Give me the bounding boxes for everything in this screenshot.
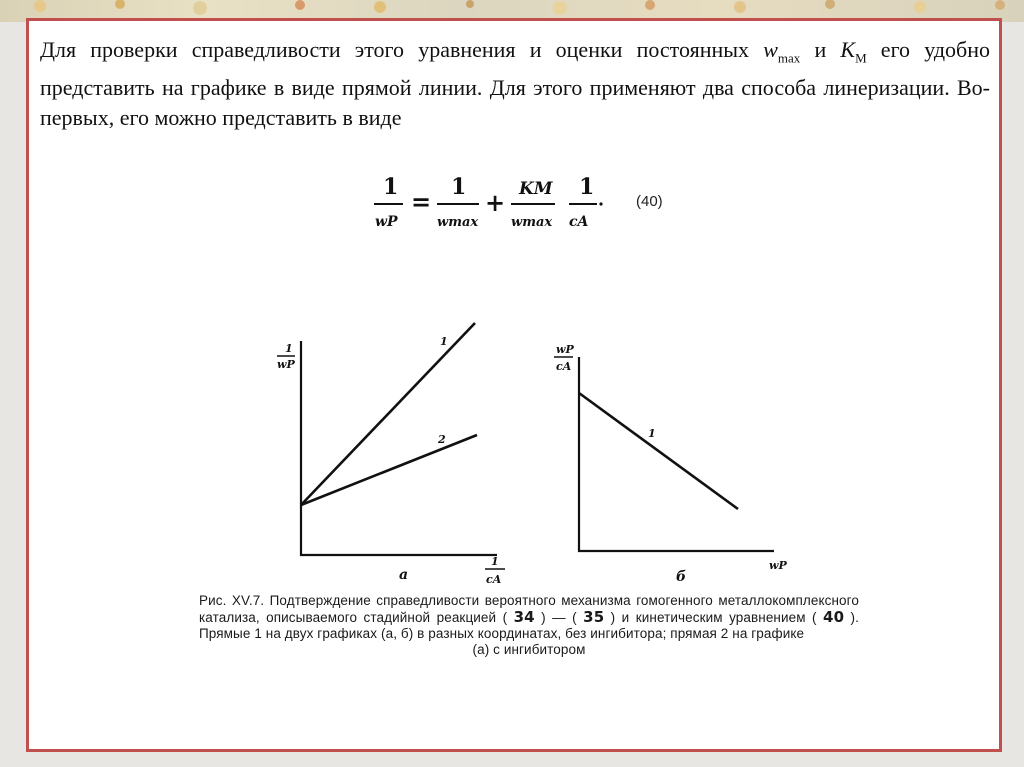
paragraph-text-2: и — [800, 37, 841, 62]
caption-text-3: ) и кинетическим уравнением ( — [604, 610, 824, 625]
w-subscript: max — [777, 50, 801, 66]
plot-a-xlabel-num: 1 — [491, 555, 499, 568]
plot-b-xlabel: wP — [769, 559, 787, 572]
plot-a-axes — [301, 341, 497, 555]
equation-40 — [369, 164, 629, 244]
caption-ref-40: 40 — [823, 608, 845, 626]
plot-b-panel-letter: б — [676, 569, 687, 585]
frac1-num: 1 — [383, 174, 399, 200]
intro-paragraph — [40, 35, 990, 133]
paragraph-text-1: Для проверки справедливости этого уравнения и оценки постоянных — [40, 37, 764, 62]
figure-plots — [229, 301, 789, 601]
slide — [26, 18, 1002, 752]
caption-text-4: ). Прямые 1 на двух графиках (а, б) в разных координатах, без ингибитора; прямая 2 на графике — [199, 610, 859, 641]
frac4-den: cA — [569, 214, 589, 230]
plot-a-line-label-2: 2 — [438, 433, 446, 446]
frac2-den: wmax — [437, 215, 479, 230]
caption-text-1: Рис. XV.7. Подтверждение справедливости вероятного механизма гомогенного металлокомплексного катализа, описываемого стадийной реакцией ( — [199, 593, 859, 625]
plot-b-ylabel-num: wP — [556, 343, 574, 356]
k-symbol: K — [840, 37, 856, 62]
plus-sign: + — [485, 188, 506, 217]
plot-b-line-label-1: 1 — [648, 427, 656, 440]
plot-b-axes — [579, 357, 774, 551]
caption-text-2: ) — ( — [534, 610, 584, 625]
equals-sign: = — [411, 187, 432, 216]
caption-ref-34: 34 — [513, 608, 535, 626]
frac3-den: wmax — [511, 215, 553, 230]
frac3-num: KM — [519, 179, 553, 199]
paragraph-text-3: его удобно представить на графике в виде прямой линии. Для этого применяют два способа линеризации. Во-первых, его можно представить в виде — [40, 37, 990, 131]
frac4-num: 1 — [579, 174, 595, 200]
plot-a-line-2 — [301, 435, 477, 505]
k-subscript: M — [855, 50, 867, 66]
frac1-den: wP — [375, 214, 398, 230]
frac2-num: 1 — [451, 174, 467, 200]
plot-a-ylabel-den: wP — [277, 358, 295, 371]
plot-a-line-1 — [301, 323, 475, 505]
w-symbol: w — [763, 37, 778, 62]
plot-a-line-label-1: 1 — [440, 335, 448, 348]
plot-b-ylabel-den: cA — [556, 360, 572, 373]
caption-text-5: (а) с ингибитором — [472, 642, 586, 657]
plot-b-line-1 — [579, 393, 738, 509]
figure-caption — [199, 593, 859, 658]
plot-a-panel-letter: a — [399, 567, 409, 583]
plot-a-xlabel-den: cA — [486, 573, 502, 586]
plot-a-ylabel-num: 1 — [285, 342, 293, 355]
caption-ref-35: 35 — [583, 608, 605, 626]
equation-number: (40) — [636, 193, 663, 210]
